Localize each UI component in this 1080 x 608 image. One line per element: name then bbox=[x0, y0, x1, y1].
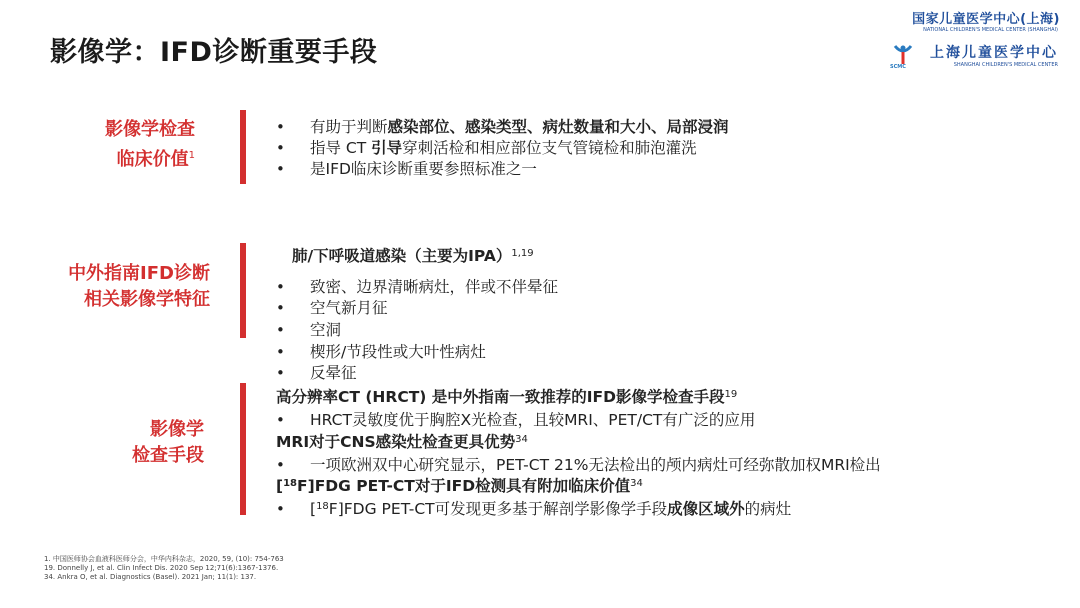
bullet-marker: • bbox=[276, 278, 285, 296]
section1-bullet-2 bbox=[310, 138, 697, 158]
section2-label-line2: 相关影像学特征 bbox=[84, 289, 210, 310]
footnotes bbox=[44, 555, 284, 582]
section1-bullet-1-plain: 有助于判断 bbox=[310, 118, 388, 136]
bullet-marker: • bbox=[276, 343, 285, 361]
section2-heading-sup: 1,19 bbox=[511, 248, 534, 259]
section1-divider bbox=[240, 110, 246, 184]
hospital-logo bbox=[892, 6, 1062, 72]
section3-bullet-3-end: 的病灶 bbox=[744, 500, 792, 518]
section3-heading-3-pre: [ bbox=[276, 477, 284, 495]
section3-label-line1: 影像学 bbox=[150, 419, 204, 440]
section3-heading-3-iso: 18 bbox=[283, 478, 298, 489]
logo-cn-top: 国家儿童医学中心(上海) bbox=[912, 12, 1060, 27]
section1-bullet-3: 是IFD临床诊断重要参照标准之一 bbox=[310, 160, 537, 178]
section1-label bbox=[60, 117, 195, 173]
slide-title: 影像学：IFD诊断重要手段 bbox=[50, 37, 378, 68]
section2-divider bbox=[240, 243, 246, 338]
section3-bullet-3-bold: 成像区域外 bbox=[667, 500, 745, 518]
bullet-marker: • bbox=[276, 139, 285, 157]
section3-divider bbox=[240, 383, 246, 515]
section2-bullet-4: 楔形/节段性或大叶性病灶 bbox=[310, 343, 486, 361]
section3-heading-1-sup: 19 bbox=[724, 389, 738, 400]
section1-bullet-2-rest: 穿刺活检和相应部位支气管镜检和肺泡灌洗 bbox=[402, 139, 697, 157]
section2-label-line1: 中外指南IFD诊断 bbox=[68, 263, 210, 284]
bullet-marker: • bbox=[276, 299, 285, 317]
section3-label bbox=[80, 417, 204, 469]
section3-bullet-2: 一项欧洲双中心研究显示，PET-CT 21%无法检出的颅内病灶可经弥散加权MRI检出 bbox=[310, 456, 881, 474]
section3-heading-3-sup: 34 bbox=[630, 478, 643, 489]
section2-label bbox=[30, 261, 210, 313]
section3-bullet-3 bbox=[310, 499, 791, 519]
section1-bullet-1 bbox=[310, 117, 729, 137]
logo-en-bottom: SHANGHAI CHILDREN'S MEDICAL CENTER bbox=[953, 62, 1058, 68]
section3-heading-3-post: F]FDG PET-CT对于IFD检测具有附加临床价值 bbox=[297, 477, 631, 495]
logo-cn-bottom: 上海儿童医学中心 bbox=[930, 45, 1058, 61]
section1-bullet-1-bold: 感染部位、感染类型、病灶数量和大小、局部浸润 bbox=[387, 118, 729, 136]
section2-heading bbox=[292, 246, 534, 266]
section3-heading-1-text: 高分辨率CT (HRCT) 是中外指南一致推荐的IFD影像学检查手段 bbox=[276, 388, 725, 406]
bullet-marker: • bbox=[276, 456, 285, 474]
section1-label-line2-wrap bbox=[60, 143, 195, 173]
section3-heading-2 bbox=[276, 432, 528, 452]
section1-bullet-2-plain: 指导 CT bbox=[310, 139, 372, 157]
section3-bullet-3-iso: 18 bbox=[316, 501, 329, 512]
section2-heading-text: 肺/下呼吸道感染（主要为IPA） bbox=[292, 247, 512, 265]
section1-label-line1: 影像学检查 bbox=[105, 119, 195, 140]
footnote-1: 1. 中国医师协会血液科医师分会，中华内科杂志，2020, 59, (10): 754-763 bbox=[44, 555, 284, 563]
section1-label-sup: 1 bbox=[188, 150, 195, 161]
footnote-19: 19. Donnelly J, et al. Clin Infect Dis. 2020 Sep 12;71(6):1367-1376. bbox=[44, 564, 279, 572]
section3-heading-3 bbox=[276, 476, 643, 496]
section2-bullet-2: 空气新月征 bbox=[310, 299, 388, 317]
section3-bullet-3-mid: F]FDG PET-CT可发现更多基于解剖学影像学手段 bbox=[328, 500, 668, 518]
footnote-34: 34. Ankra O, et al. Diagnostics (Basel). 2021 Jan; 11(1): 137. bbox=[44, 573, 257, 581]
section3-heading-2-sup: 34 bbox=[515, 434, 528, 445]
section1-label-line2: 临床价值 bbox=[116, 149, 189, 170]
section2-bullet-3: 空洞 bbox=[310, 321, 342, 339]
bullet-marker: • bbox=[276, 118, 285, 136]
bullet-marker: • bbox=[276, 321, 285, 339]
bullet-marker: • bbox=[276, 364, 285, 382]
bullet-marker: • bbox=[276, 500, 285, 518]
section1-bullet-2-bold: 引导 bbox=[371, 139, 403, 157]
section2-bullet-1: 致密、边界清晰病灶，伴或不伴晕征 bbox=[310, 278, 559, 296]
section3-heading-1 bbox=[276, 387, 737, 407]
section3-bullet-1: HRCT灵敏度优于胸腔X光检查，且较MRI、PET/CT有广泛的应用 bbox=[310, 411, 756, 429]
section3-bullet-3-pre: [ bbox=[310, 500, 317, 518]
logo-en-top: NATIONAL CHILDREN'S MEDICAL CENTER (SHANGHAI) bbox=[923, 27, 1058, 33]
section3-heading-2-text: MRI对于CNS感染灶检查更具优势 bbox=[276, 433, 516, 451]
bullet-marker: • bbox=[276, 160, 285, 178]
bullet-marker: • bbox=[276, 411, 285, 429]
logo-abbr: SCMC bbox=[890, 64, 906, 70]
section3-label-line2: 检查手段 bbox=[132, 445, 204, 466]
section2-bullet-5: 反晕征 bbox=[310, 364, 357, 382]
